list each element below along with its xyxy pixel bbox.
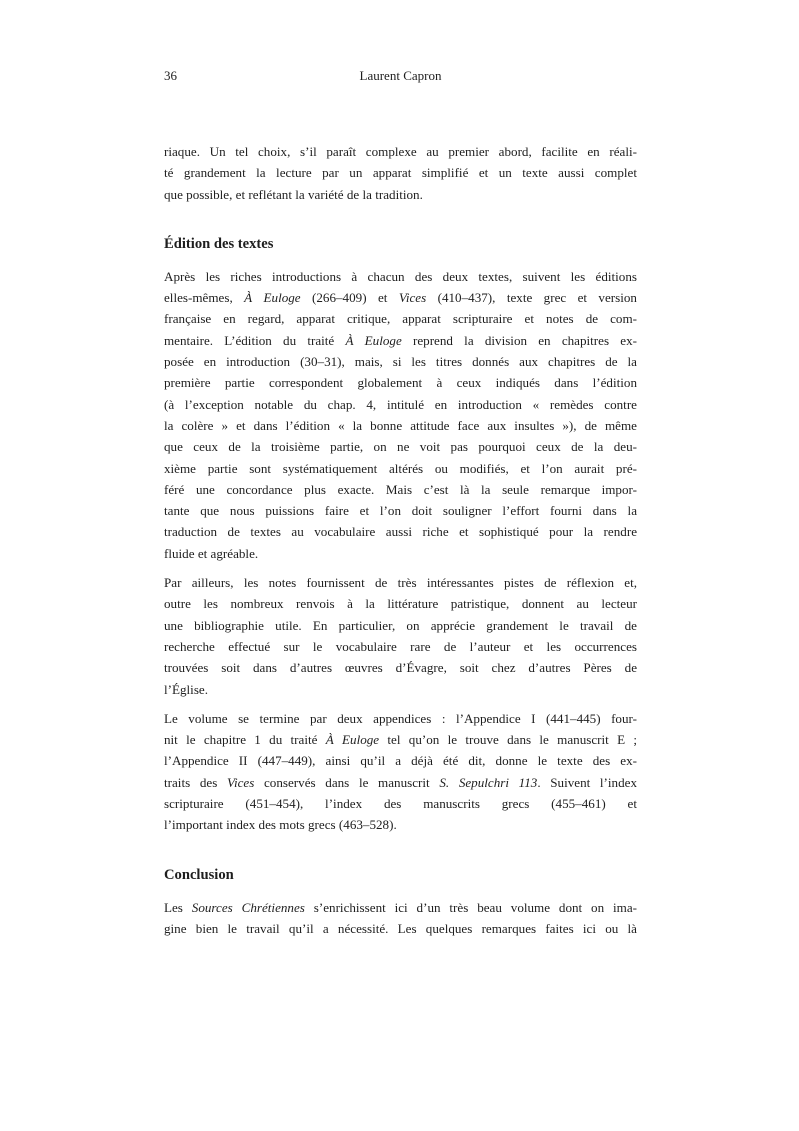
text-segment: première partie correspondent globalement à ceux indiqués dans l’édition bbox=[164, 375, 637, 391]
text-line bbox=[164, 814, 637, 835]
text-line bbox=[164, 572, 637, 593]
page-number: 36 bbox=[164, 68, 177, 83]
text-line bbox=[164, 351, 637, 372]
text-line bbox=[164, 372, 637, 393]
text-segment: trouvées soit dans d’autres œuvres d’Évagre, soit chez d’autres Pères de bbox=[164, 660, 637, 676]
text-segment: que ceux de la troisième partie, on ne voit pas pourquoi ceux de la deu- bbox=[164, 439, 637, 455]
body-paragraph bbox=[164, 266, 637, 564]
text-segment: tante que nous puissions faire et l’on doit souligner l’effort fourni dans la bbox=[164, 503, 637, 519]
text-segment: . Suivent l’index bbox=[537, 774, 638, 790]
body-paragraph bbox=[164, 141, 637, 205]
text-segment: tel qu’on le trouve dans le manuscrit E ; bbox=[379, 732, 637, 748]
text-line bbox=[164, 729, 637, 750]
text-segment: reprend la division en chapitres ex- bbox=[401, 332, 638, 348]
text-line bbox=[164, 500, 637, 521]
text-line bbox=[164, 679, 637, 700]
text-segment: l’Appendice II (447–449), ainsi qu’il a déjà été dit, donne le texte des ex- bbox=[164, 753, 637, 769]
italic-title: À Euloge bbox=[244, 290, 301, 306]
text-line bbox=[164, 708, 637, 729]
text-line bbox=[164, 593, 637, 614]
text-line bbox=[164, 308, 637, 329]
text-segment: mentaire. L’édition du traité bbox=[164, 332, 346, 348]
text-segment: française en regard, apparat critique, apparat scripturaire et notes de com- bbox=[164, 311, 637, 327]
text-segment: xième partie sont systématiquement altérés ou modifiés, et l’on aurait pré- bbox=[164, 460, 637, 476]
text-line bbox=[164, 521, 637, 542]
text-line bbox=[164, 897, 637, 918]
text-segment: fluide et agréable. bbox=[164, 545, 259, 561]
text-segment: (à l’exception notable du chap. 4, intitulé en introduction « remèdes contre bbox=[164, 396, 637, 412]
text-segment: que possible, et reflétant la variété de la tradition. bbox=[164, 186, 423, 202]
text-segment: féré une concordance plus exacte. Mais c’est là la seule remarque impor- bbox=[164, 481, 637, 497]
text-line bbox=[164, 479, 637, 500]
running-header-title: Laurent Capron bbox=[359, 68, 442, 83]
text-line bbox=[164, 636, 637, 657]
italic-title: À Euloge bbox=[345, 332, 402, 348]
text-segment: nit le chapitre 1 du traité bbox=[164, 732, 326, 748]
text-segment: riaque. Un tel choix, s’il paraît complexe au premier abord, facilite en réali- bbox=[164, 144, 637, 159]
text-line bbox=[164, 141, 637, 162]
text-segment: traduction de textes au vocabulaire aussi riche et sophistiqué pour la rendre bbox=[164, 524, 637, 540]
text-segment: (410–437), texte grec et version bbox=[426, 290, 637, 306]
italic-title: Sources Chrétiennes bbox=[191, 899, 305, 915]
section-heading: Édition des textes bbox=[164, 235, 274, 252]
page-header bbox=[164, 68, 637, 88]
text-line bbox=[164, 330, 637, 351]
text-line bbox=[164, 543, 637, 564]
text-segment: posée en introduction (30–31), mais, si les titres donnés aux chapitres de la bbox=[164, 354, 637, 370]
text-segment: Les bbox=[164, 899, 192, 915]
italic-title: Vices bbox=[226, 774, 255, 790]
text-segment: l’Église. bbox=[164, 681, 208, 697]
text-line bbox=[164, 918, 637, 939]
text-segment: Par ailleurs, les notes fournissent de très intéressantes pistes de réflexion et, bbox=[164, 575, 637, 591]
text-segment: Le volume se termine par deux appendices : l’Appendice I (441–445) four- bbox=[164, 710, 637, 726]
text-segment: la colère » et dans l’édition « la bonne attitude face aux insultes »), de même bbox=[164, 417, 637, 433]
text-segment: outre les nombreux renvois à la littérature patristique, donnent au lecteur bbox=[164, 596, 637, 612]
page-body bbox=[164, 141, 637, 947]
text-segment: (266–409) et bbox=[300, 290, 399, 306]
text-line bbox=[164, 750, 637, 771]
text-segment: Après les riches introductions à chacun des deux textes, suivent les éditions bbox=[164, 268, 637, 284]
text-segment: recherche effectué sur le vocabulaire rare de l’auteur et les occurrences bbox=[164, 638, 637, 654]
text-segment: elles-mêmes, bbox=[164, 290, 245, 306]
body-paragraph bbox=[164, 897, 637, 940]
italic-title: Vices bbox=[398, 290, 427, 306]
text-line bbox=[164, 657, 637, 678]
text-line bbox=[164, 184, 637, 205]
text-segment: conservés dans le manuscrit bbox=[254, 774, 440, 790]
text-line bbox=[164, 287, 637, 308]
text-segment: s’enrichissent ici d’un très beau volume dont on ima- bbox=[304, 899, 637, 915]
text-segment: scripturaire (451–454), l’index des manuscrits grecs (455–461) et bbox=[164, 796, 637, 812]
text-segment: traits des bbox=[164, 774, 227, 790]
italic-title: S. Sepulchri 113 bbox=[439, 774, 538, 790]
text-segment: une bibliographie utile. En particulier, on apprécie grandement le travail de bbox=[164, 617, 637, 633]
italic-title: À Euloge bbox=[325, 732, 380, 748]
text-segment: gine bien le travail qu’il a nécessité. Les quelques remarques faites ici ou là bbox=[164, 920, 637, 936]
text-line bbox=[164, 793, 637, 814]
text-segment: té grandement la lecture par un apparat simplifié et un texte aussi complet bbox=[164, 165, 637, 181]
text-line bbox=[164, 162, 637, 183]
text-line bbox=[164, 436, 637, 457]
text-line bbox=[164, 615, 637, 636]
text-line bbox=[164, 458, 637, 479]
section-heading: Conclusion bbox=[164, 866, 234, 883]
text-line bbox=[164, 415, 637, 436]
body-paragraph bbox=[164, 572, 637, 700]
text-line bbox=[164, 394, 637, 415]
text-line bbox=[164, 266, 637, 287]
body-paragraph bbox=[164, 708, 637, 836]
text-line bbox=[164, 772, 637, 793]
text-segment: l’important index des mots grecs (463–528). bbox=[164, 817, 397, 833]
